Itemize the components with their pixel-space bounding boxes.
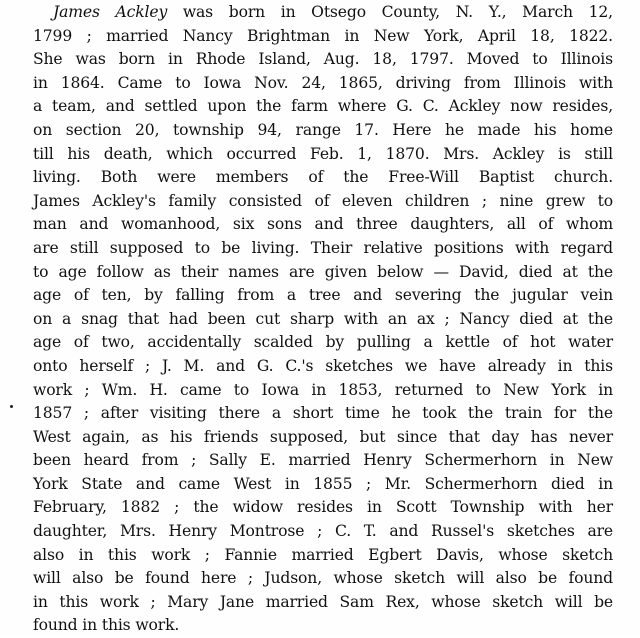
paragraph-line: a team, and settled upon the farm where G. C. Ackley now resides, xyxy=(33,97,613,116)
paragraph-line: West again, as his friends supposed, but since that day has never xyxy=(33,427,613,446)
paragraph-line-1 xyxy=(33,1,613,25)
paragraph-line: till his death, which occurred Feb. 1, 1870. Mrs. Ackley is still xyxy=(33,144,613,163)
first-line-text: was born in Otsego County, N. Y., March 12, xyxy=(167,3,613,21)
paragraph-line: been heard from ; Sally E. married Henry Schermerhorn in New xyxy=(33,451,613,470)
paragraph-line: 1799 ; married Nancy Brightman in New York, April 18, 1822. xyxy=(33,26,613,45)
paragraph-line: work ; Wm. H. came to Iowa in 1853, returned to New York in xyxy=(33,380,613,399)
subject-name: James Ackley xyxy=(53,3,168,21)
paragraph-line: on a snag that had been cut sharp with an ax ; Nancy died at the xyxy=(33,309,613,328)
paragraph-line: also in this work ; Fannie married Egbert Davis, whose sketch xyxy=(33,545,613,564)
paragraph-line: 1857 ; after visiting there a short time he took the train for the xyxy=(33,404,613,423)
paragraph-line: James Ackley's family consisted of eleven children ; nine grew to xyxy=(33,191,613,210)
paragraph-line: onto herself ; J. M. and G. C.'s sketches we have already in this xyxy=(33,356,613,375)
paragraph-line: to age follow as their names are given below — David, died at the xyxy=(33,262,613,281)
paragraph-line: She was born in Rhode Island, Aug. 18, 1797. Moved to Illinois xyxy=(33,50,613,69)
paragraph-line: man and womanhood, six sons and three daughters, all of whom xyxy=(33,215,613,234)
biography-paragraph xyxy=(33,1,613,638)
paragraph-line: York State and came West in 1855 ; Mr. Schermerhorn died in xyxy=(33,474,613,493)
paragraph-line: are still supposed to be living. Their relative positions with regard xyxy=(33,238,613,257)
paragraph-line: will also be found here ; Judson, whose sketch will also be found xyxy=(33,569,613,588)
paragraph-line: in this work ; Mary Jane married Sam Rex, whose sketch will be xyxy=(33,592,613,611)
paragraph-line: in 1864. Came to Iowa Nov. 24, 1865, driving from Illinois with xyxy=(33,73,613,92)
paragraph-line: on section 20, township 94, range 17. Here he made his home xyxy=(33,120,613,139)
stray-ink-dot xyxy=(10,405,13,408)
paragraph-line: age of ten, by falling from a tree and severing the jugular vein xyxy=(33,286,613,305)
paragraph-line: February, 1882 ; the widow resides in Scott Township with her xyxy=(33,498,613,517)
paragraph-line: daughter, Mrs. Henry Montrose ; C. T. and Russel's sketches are xyxy=(33,522,613,541)
paragraph-line: living. Both were members of the Free-Will Baptist church. xyxy=(33,168,613,187)
paragraph-line: age of two, accidentally scalded by pulling a kettle of hot water xyxy=(33,333,613,352)
paragraph-last-line: found in this work. xyxy=(33,616,180,635)
